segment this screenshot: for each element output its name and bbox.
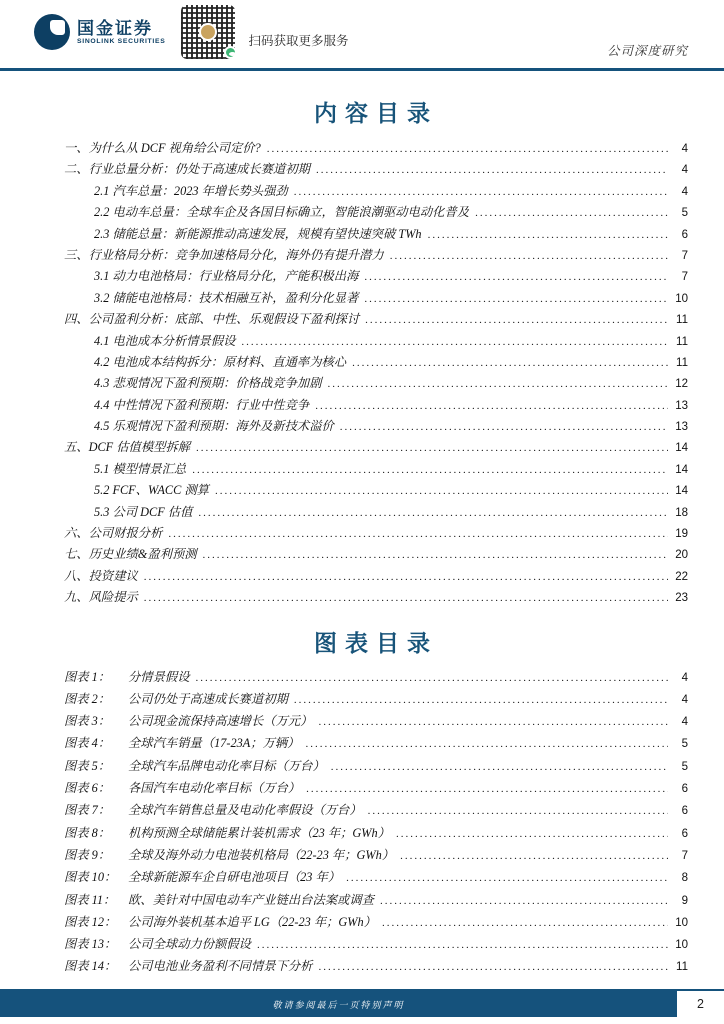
toc-entry[interactable] bbox=[64, 266, 688, 287]
brand-text bbox=[77, 19, 165, 45]
toc-entry-label: 4.4 中性情况下盈利预期：行业中性竞争 bbox=[94, 397, 310, 412]
report-header bbox=[0, 0, 724, 71]
figure-entry-number: 图表 3： bbox=[64, 714, 111, 729]
dot-leader bbox=[168, 524, 668, 545]
figure-entry-number: 图表 8： bbox=[64, 825, 111, 840]
figure-entry-label: 全球新能源车企自研电池项目（23 年） bbox=[128, 870, 341, 885]
dot-leader bbox=[257, 934, 668, 956]
toc-entry[interactable] bbox=[64, 416, 688, 437]
toc-entry-page: 7 bbox=[681, 271, 688, 284]
dot-leader bbox=[380, 890, 668, 912]
dot-leader bbox=[346, 867, 668, 889]
toc-entry[interactable] bbox=[64, 159, 688, 180]
toc-entry[interactable] bbox=[64, 331, 688, 352]
figure-entry-page: 11 bbox=[676, 961, 688, 974]
toc-entry-page: 6 bbox=[681, 228, 688, 241]
figure-entry-label: 分情景假设 bbox=[128, 669, 190, 684]
toc-entry[interactable] bbox=[64, 309, 688, 330]
toc-entry-label: 三、行业格局分析：竞争加速格局分化，海外仍有提升潜力 bbox=[64, 247, 384, 262]
sinolink-logo bbox=[34, 14, 165, 50]
toc-entry-page: 5 bbox=[681, 207, 688, 220]
toc-entry-page: 12 bbox=[675, 378, 688, 391]
toc-entry-label: 2.2 电动车总量：全球车企及各国目标确立，智能浪潮驱动电动化普及 bbox=[94, 205, 470, 220]
dot-leader bbox=[352, 353, 668, 374]
dot-leader bbox=[316, 160, 668, 181]
dot-leader bbox=[368, 800, 668, 822]
figure-entry-page: 7 bbox=[681, 849, 688, 862]
toc-entry-label: 4.2 电池成本结构拆分：原材料、直通率为核心 bbox=[94, 354, 347, 369]
figure-entry-page: 8 bbox=[681, 872, 688, 885]
contents-title: 内容目录 bbox=[314, 101, 438, 126]
toc-entry-page: 13 bbox=[675, 399, 688, 412]
toc-entry-page: 14 bbox=[675, 463, 688, 476]
dot-leader bbox=[267, 139, 668, 160]
dot-leader bbox=[203, 545, 668, 566]
toc-entry-page: 11 bbox=[676, 356, 688, 369]
dot-leader bbox=[365, 310, 668, 331]
figure-entry-number: 图表 14： bbox=[64, 959, 117, 974]
figure-entry-label: 全球及海外动力电池装机格局（22-23 年；GWh） bbox=[128, 847, 395, 862]
figure-entry-page: 10 bbox=[675, 939, 688, 952]
figure-entry[interactable] bbox=[64, 911, 688, 933]
toc-entry-page: 4 bbox=[681, 185, 688, 198]
toc-entry-label: 四、公司盈利分析：底部、中性、乐观假设下盈利探讨 bbox=[64, 312, 360, 327]
toc-entry-label: 5.2 FCF、WACC 测算 bbox=[94, 483, 209, 498]
toc-entry-label: 4.1 电池成本分析情景假设 bbox=[94, 333, 236, 348]
wechat-icon bbox=[224, 46, 237, 59]
dot-leader bbox=[364, 267, 668, 288]
dot-leader bbox=[315, 396, 668, 417]
figures-title: 图表目录 bbox=[314, 630, 438, 656]
dot-leader bbox=[144, 567, 668, 588]
brand-name-cn: 国金证券 bbox=[77, 19, 153, 38]
toc-entry-page: 13 bbox=[675, 421, 688, 434]
toc-entry-label: 4.5 乐观情况下盈利预期：海外及新技术溢价 bbox=[94, 419, 334, 434]
qr-code bbox=[181, 5, 235, 59]
dot-leader bbox=[241, 332, 668, 353]
figure-entry[interactable] bbox=[64, 889, 688, 911]
footer-bar bbox=[0, 991, 677, 1017]
figure-entry[interactable] bbox=[64, 844, 688, 866]
figure-entry-page: 4 bbox=[681, 671, 688, 684]
page-number: 2 bbox=[677, 991, 724, 1017]
figure-entry-label: 各国汽车电动化率目标（万台） bbox=[128, 781, 301, 796]
dot-leader bbox=[294, 689, 668, 711]
toc-entry-label: 3.2 储能电池格局：技术相融互补，盈利分化显著 bbox=[94, 290, 359, 305]
figure-entry-page: 6 bbox=[681, 805, 688, 818]
figure-entry-label: 全球汽车销量（17-23A；万辆） bbox=[128, 736, 300, 751]
toc-entry[interactable] bbox=[64, 224, 688, 245]
dot-leader bbox=[306, 778, 668, 800]
dot-leader bbox=[331, 756, 668, 778]
dot-leader bbox=[318, 956, 668, 978]
figure-entry-number: 图表 5： bbox=[64, 758, 111, 773]
toc-entry-page: 7 bbox=[681, 249, 688, 262]
figure-entry-page: 4 bbox=[681, 716, 688, 729]
toc-entry[interactable] bbox=[64, 544, 688, 565]
toc-entry-page: 19 bbox=[675, 528, 688, 541]
toc-entry-label: 七、历史业绩&盈利预测 bbox=[64, 547, 197, 562]
dot-leader bbox=[328, 374, 669, 395]
toc-entry[interactable] bbox=[64, 138, 688, 159]
figure-entry-number: 图表 2： bbox=[64, 691, 111, 706]
figure-entry-number: 图表 6： bbox=[64, 781, 111, 796]
figure-entry-number: 图表 11： bbox=[64, 892, 116, 907]
dot-leader bbox=[192, 460, 668, 481]
dot-leader bbox=[400, 845, 668, 867]
figure-entry-page: 5 bbox=[681, 760, 688, 773]
figure-entry[interactable] bbox=[64, 688, 688, 710]
dot-leader bbox=[396, 823, 668, 845]
toc-entry-label: 六、公司财报分析 bbox=[64, 526, 163, 541]
toc-entry[interactable] bbox=[64, 480, 688, 501]
toc-entry[interactable] bbox=[64, 202, 688, 223]
figure-entry-label: 公司电池业务盈利不同情景下分析 bbox=[128, 959, 313, 974]
qr-center-badge-icon bbox=[199, 23, 217, 41]
dot-leader bbox=[390, 246, 668, 267]
dot-leader bbox=[305, 733, 668, 755]
toc-entry[interactable] bbox=[64, 587, 688, 608]
figure-entry-label: 公司仍处于高速成长赛道初期 bbox=[128, 691, 288, 706]
toc-page-body bbox=[0, 95, 724, 978]
toc-entry[interactable] bbox=[64, 245, 688, 266]
dot-leader bbox=[198, 503, 668, 524]
toc-entry-label: 2.3 储能总量：新能源推动高速发展，规模有望快速突破 TWh bbox=[94, 226, 422, 241]
dot-leader bbox=[294, 182, 668, 203]
toc-entry[interactable] bbox=[64, 437, 688, 458]
dot-leader bbox=[196, 667, 669, 689]
dot-leader bbox=[318, 711, 668, 733]
toc-entry[interactable] bbox=[64, 502, 688, 523]
figure-entry[interactable] bbox=[64, 866, 688, 888]
sinolink-logo-icon bbox=[34, 14, 70, 50]
toc-entry-page: 18 bbox=[675, 506, 688, 519]
figure-entry-label: 全球汽车销售总量及电动化率假设（万台） bbox=[128, 803, 362, 818]
figure-entry-label: 欧、美针对中国电动车产业链出台法案或调查 bbox=[128, 892, 374, 907]
toc-entry-label: 2.1 汽车总量：2023 年增长势头强劲 bbox=[94, 183, 288, 198]
toc-entry-page: 4 bbox=[681, 164, 688, 177]
qr-caption: 扫码获取更多服务 bbox=[248, 34, 349, 48]
figure-entry-number: 图表 4： bbox=[64, 736, 111, 751]
dot-leader bbox=[215, 481, 668, 502]
toc-entry[interactable] bbox=[64, 523, 688, 544]
report-footer bbox=[0, 989, 724, 1017]
brand-name-en: SINOLINK SECURITIES bbox=[77, 38, 166, 45]
toc-entry-label: 5.1 模型情景汇总 bbox=[94, 461, 187, 476]
figure-entry[interactable] bbox=[64, 755, 688, 777]
figure-entry-label: 公司海外装机基本追平 LG（22-23 年；GWh） bbox=[128, 914, 376, 929]
dot-leader bbox=[144, 588, 668, 609]
figure-entry[interactable] bbox=[64, 732, 688, 754]
toc-entry-label: 九、风险提示 bbox=[64, 590, 138, 605]
toc-entry[interactable] bbox=[64, 566, 688, 587]
dot-leader bbox=[382, 912, 668, 934]
figure-entry-number: 图表 7： bbox=[64, 803, 111, 818]
figure-entry[interactable] bbox=[64, 955, 688, 977]
dot-leader bbox=[196, 438, 668, 459]
disclaimer-text: 敬请参阅最后一页特别声明 bbox=[272, 999, 405, 1010]
toc-entry-page: 14 bbox=[675, 442, 688, 455]
figure-entry-number: 图表 12： bbox=[64, 914, 117, 929]
figure-entry-page: 10 bbox=[675, 916, 688, 929]
figure-entry-page: 6 bbox=[681, 827, 688, 840]
toc-entry-label: 4.3 悲观情况下盈利预期：价格战竞争加剧 bbox=[94, 376, 322, 391]
dot-leader bbox=[364, 289, 668, 310]
figure-entry[interactable] bbox=[64, 822, 688, 844]
toc-entry-page: 14 bbox=[675, 485, 688, 498]
toc-entry[interactable] bbox=[64, 181, 688, 202]
toc-entry-label: 八、投资建议 bbox=[64, 568, 138, 583]
figure-entry-page: 6 bbox=[681, 783, 688, 796]
dot-leader bbox=[475, 203, 668, 224]
toc-entry-page: 4 bbox=[681, 143, 688, 155]
toc-entry[interactable] bbox=[64, 373, 688, 394]
toc-entry-label: 五、DCF 估值模型拆解 bbox=[64, 440, 191, 455]
figure-entry[interactable] bbox=[64, 777, 688, 799]
figure-entry-label: 公司全球动力份额假设 bbox=[128, 937, 251, 952]
toc-entry-label: 一、为什么从 DCF 视角给公司定价? bbox=[64, 141, 261, 155]
figure-entry-page: 4 bbox=[681, 693, 688, 706]
toc-entry[interactable] bbox=[64, 395, 688, 416]
figure-entry-page: 9 bbox=[681, 894, 688, 907]
figure-entry[interactable] bbox=[64, 933, 688, 955]
dot-leader bbox=[428, 225, 668, 246]
toc-entry-page: 23 bbox=[675, 592, 688, 605]
toc-entry-page: 20 bbox=[675, 549, 688, 562]
figure-entry[interactable] bbox=[64, 799, 688, 821]
toc-entry-page: 22 bbox=[675, 570, 688, 583]
report-category-label: 公司深度研究 bbox=[606, 44, 688, 58]
toc-entry-page: 10 bbox=[675, 292, 688, 305]
figure-entry-number: 图表 10： bbox=[64, 870, 117, 885]
figure-entry[interactable] bbox=[64, 710, 688, 732]
figure-entry-label: 公司现金流保持高速增长（万元） bbox=[128, 714, 313, 729]
toc-list bbox=[64, 138, 688, 609]
figure-entry-label: 机构预测全球储能累计装机需求（23 年；GWh） bbox=[128, 825, 390, 840]
figure-entry[interactable] bbox=[64, 666, 688, 688]
figure-list bbox=[64, 666, 688, 978]
toc-entry-label: 5.3 公司 DCF 估值 bbox=[94, 504, 193, 519]
toc-entry[interactable] bbox=[64, 459, 688, 480]
toc-entry-label: 二、行业总量分析：仍处于高速成长赛道初期 bbox=[64, 162, 310, 177]
figure-entry-number: 图表 1： bbox=[64, 669, 111, 684]
figure-entry-number: 图表 13： bbox=[64, 937, 117, 952]
figure-entry-page: 5 bbox=[681, 738, 688, 751]
figure-entry-number: 图表 9： bbox=[64, 847, 111, 862]
toc-entry-page: 11 bbox=[676, 314, 688, 327]
toc-entry-page: 11 bbox=[676, 335, 688, 348]
toc-entry-label: 3.1 动力电池格局：行业格局分化，产能积极出海 bbox=[94, 269, 359, 284]
toc-entry[interactable] bbox=[64, 352, 688, 373]
dot-leader bbox=[340, 417, 668, 438]
toc-entry[interactable] bbox=[64, 288, 688, 309]
figure-entry-label: 全球汽车品牌电动化率目标（万台） bbox=[128, 758, 325, 773]
